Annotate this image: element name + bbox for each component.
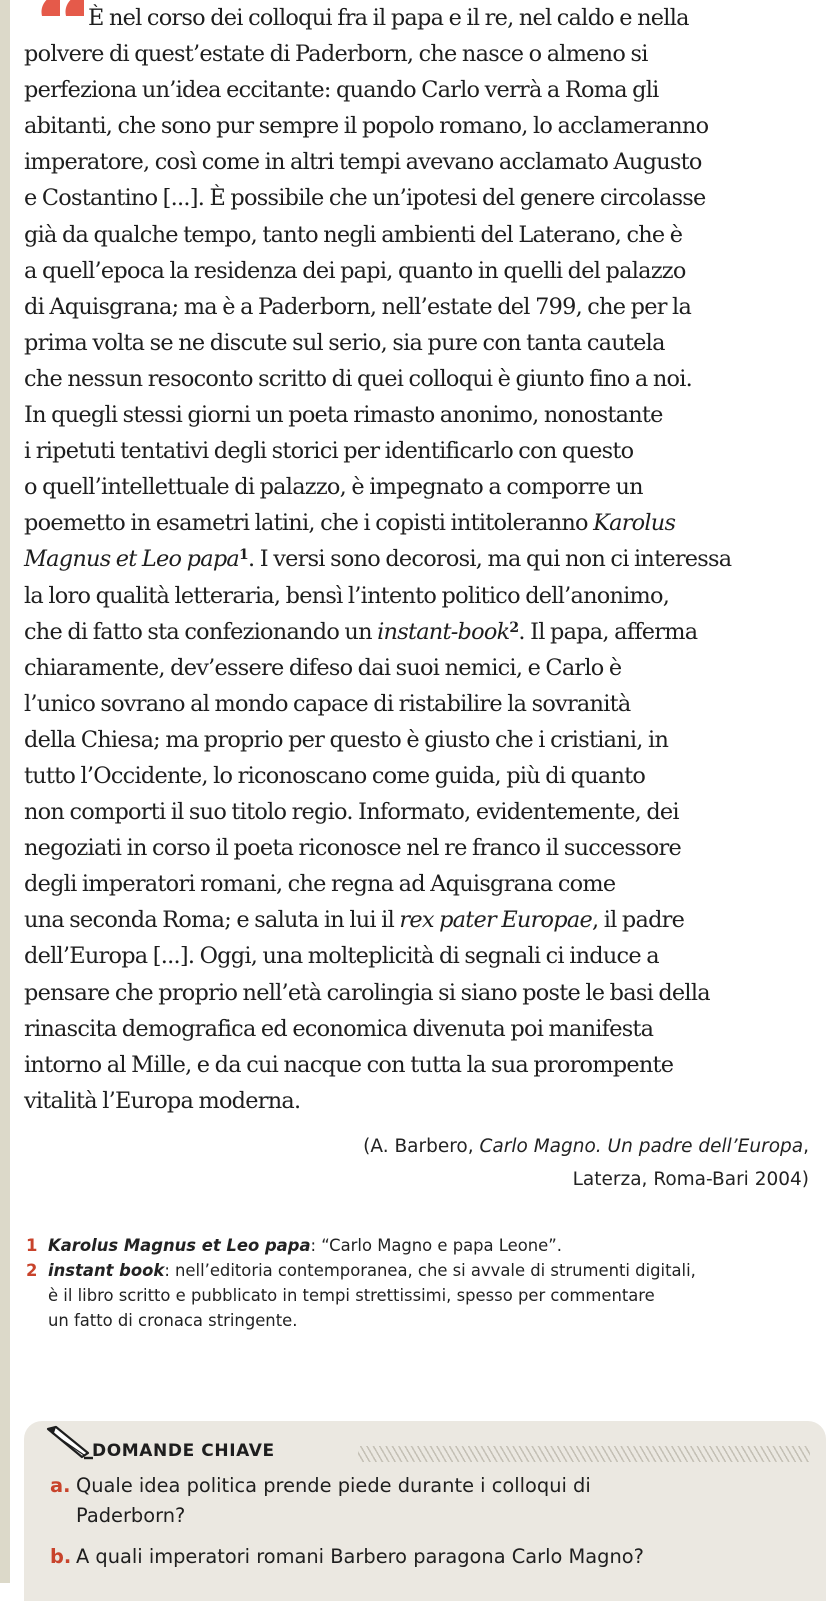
passage-line: non comporti il suo titolo regio. Informato, evidentemente, dei bbox=[24, 799, 679, 826]
citation-text: (A. Barbero, bbox=[363, 1136, 480, 1157]
footnote-ref: 2 bbox=[509, 619, 519, 636]
page-margin-rule bbox=[0, 0, 10, 1583]
passage-line bbox=[24, 902, 824, 938]
footnote-term: Karolus Magnus et Leo papa bbox=[48, 1236, 311, 1255]
passage-line: rinascita demografica ed economica divenuta poi manifesta bbox=[24, 1015, 654, 1042]
passage-line: imperatore, così come in altri tempi avevano acclamato Augusto bbox=[24, 149, 702, 176]
passage-line: È nel corso dei colloqui fra il papa e il re, nel caldo e nella bbox=[88, 5, 689, 31]
footnote-text: : nell’editoria contemporanea, che si avvale di strumenti digitali, bbox=[164, 1261, 696, 1280]
passage-line: della Chiesa; ma proprio per questo è giusto che i cristiani, in bbox=[24, 726, 669, 753]
question-letter: b. bbox=[50, 1545, 72, 1568]
footnote-text: è il libro scritto e pubblicato in tempi strettissimi, spesso per commentare bbox=[48, 1286, 655, 1305]
question-letter: a. bbox=[50, 1474, 71, 1497]
passage-line: polvere di quest’estate di Paderborn, che nasce o almeno si bbox=[24, 41, 648, 68]
passage-text: che di fatto sta confezionando un bbox=[24, 618, 378, 645]
footnote bbox=[26, 1258, 826, 1333]
footnote-ref: 1 bbox=[239, 547, 249, 564]
question-text: Paderborn? bbox=[76, 1503, 186, 1527]
question-list bbox=[50, 1471, 810, 1572]
passage-line: prima volta se ne discute sul serio, sia pure con tanta cautela bbox=[24, 329, 665, 356]
passage bbox=[24, 0, 824, 1119]
passage-line: o quell’intellettuale di palazzo, è impegnato a comporre un bbox=[24, 474, 643, 501]
passage-italic: Karolus bbox=[593, 510, 676, 537]
footnote-number: 1 bbox=[26, 1236, 38, 1255]
passage-line: già da qualche tempo, tanto negli ambienti del Laterano, che è bbox=[24, 221, 683, 248]
passage-text: poemetto in esametri latini, che i copisti intitoleranno bbox=[24, 510, 594, 537]
passage-line bbox=[24, 614, 824, 650]
passage-line: che nessun resoconto scritto di quei colloqui è giunto fino a noi. bbox=[24, 365, 693, 392]
book-title: Carlo Magno. Un padre dell’Europa bbox=[479, 1136, 804, 1157]
question-text: A quali imperatori romani Barbero paragona Carlo Magno? bbox=[76, 1545, 644, 1568]
passage-line: vitalità l’Europa moderna. bbox=[24, 1087, 301, 1114]
passage-text: , il padre bbox=[591, 907, 685, 934]
title-stripes-decoration bbox=[358, 1446, 810, 1462]
passage-text: una seconda Roma; e saluta in lui il bbox=[24, 907, 400, 934]
passage-line: a quell’epoca la residenza dei papi, quanto in quelli del palazzo bbox=[24, 257, 686, 284]
question-text: Quale idea politica prende piede durante i colloqui di bbox=[76, 1474, 591, 1497]
footnotes bbox=[26, 1233, 826, 1333]
question-item bbox=[50, 1542, 810, 1572]
passage-line bbox=[24, 505, 824, 541]
passage-italic: Magnus et Leo papa bbox=[24, 546, 240, 573]
footnote-text: un fatto di cronaca stringente. bbox=[48, 1311, 298, 1330]
passage-line: chiaramente, dev’essere difeso dai suoi nemici, e Carlo è bbox=[24, 654, 622, 681]
passage-line: perfeziona un’idea eccitante: quando Carlo verrà a Roma gli bbox=[24, 77, 659, 104]
footnote-number: 2 bbox=[26, 1261, 38, 1280]
passage-text: . Il papa, afferma bbox=[518, 618, 698, 645]
passage-line: negoziati in corso il poeta riconosce nel re franco il successore bbox=[24, 835, 681, 862]
citation bbox=[363, 1130, 809, 1196]
citation-line: Laterza, Roma-Bari 2004) bbox=[572, 1169, 809, 1190]
question-item bbox=[50, 1471, 810, 1530]
passage-line: e Costantino [...]. È possibile che un’ipotesi del genere circolasse bbox=[24, 185, 706, 212]
passage-text: . I versi sono decorosi, ma qui non ci interessa bbox=[248, 546, 732, 573]
passage-line bbox=[24, 541, 824, 577]
key-questions-box bbox=[24, 1421, 826, 1601]
passage-line: degli imperatori romani, che regna ad Aquisgrana come bbox=[24, 871, 616, 898]
passage-line: i ripetuti tentativi degli storici per identificarlo con questo bbox=[24, 438, 634, 465]
passage-line: tutto l’Occidente, lo riconoscano come guida, più di quanto bbox=[24, 762, 646, 789]
passage-line: dell’Europa [...]. Oggi, una molteplicità di segnali ci induce a bbox=[24, 943, 659, 970]
passage-line: l’unico sovrano al mondo capace di ristabilire la sovranità bbox=[24, 690, 631, 717]
footnote-text: : “Carlo Magno e papa Leone”. bbox=[310, 1236, 562, 1255]
footnote bbox=[26, 1233, 826, 1258]
footnote-term: instant book bbox=[48, 1261, 165, 1280]
passage-line: In quegli stessi giorni un poeta rimasto anonimo, nonostante bbox=[24, 402, 663, 429]
passage-line: intorno al Mille, e da cui nacque con tutta la sua prorompente bbox=[24, 1051, 674, 1078]
passage-italic: instant-book bbox=[377, 618, 510, 645]
passage-italic: rex pater Europae bbox=[399, 907, 592, 934]
key-questions-title: DOMANDE CHIAVE bbox=[92, 1441, 275, 1461]
citation-line bbox=[363, 1130, 809, 1163]
pencil-icon bbox=[42, 1425, 94, 1461]
passage-line: la loro qualità letteraria, bensì l’intento politico dell’anonimo, bbox=[24, 582, 670, 609]
citation-text: , bbox=[803, 1136, 809, 1157]
passage-line: abitanti, che sono pur sempre il popolo romano, lo acclameranno bbox=[24, 113, 709, 140]
passage-line: di Aquisgrana; ma è a Paderborn, nell’estate del 799, che per la bbox=[24, 293, 692, 320]
passage-line: pensare che proprio nell’età carolingia si siano poste le basi della bbox=[24, 979, 710, 1006]
